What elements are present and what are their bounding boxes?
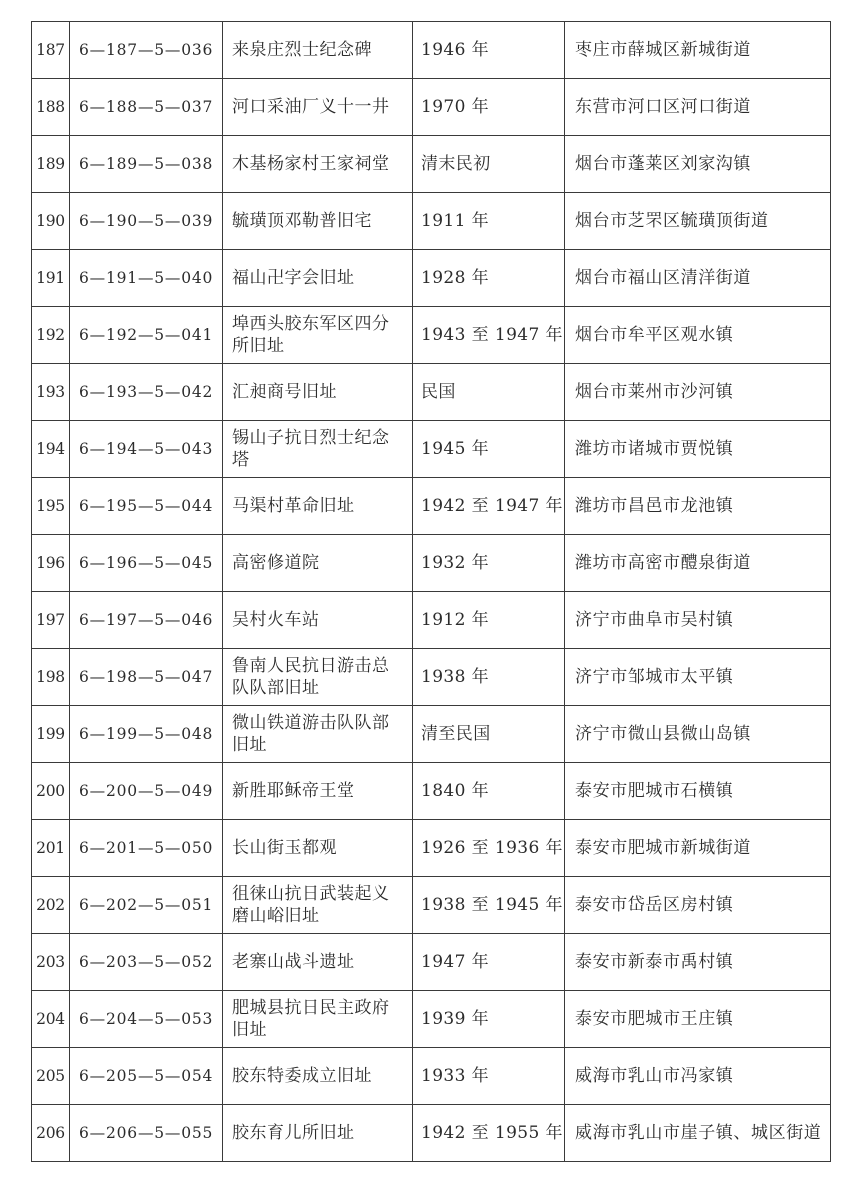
location-cell: 烟台市莱州市沙河镇: [565, 364, 831, 421]
era-cell: 1911 年: [413, 193, 565, 250]
location-cell: 潍坊市诸城市贾悦镇: [565, 421, 831, 478]
era-cell: 1970 年: [413, 79, 565, 136]
serial-number-cell: 193: [32, 364, 70, 421]
site-code-cell: 6—192—5—041: [70, 307, 223, 364]
site-code-cell: 6—201—5—050: [70, 820, 223, 877]
era-cell: 1946 年: [413, 22, 565, 79]
table-row: [32, 535, 831, 592]
location-cell: 泰安市新泰市禹村镇: [565, 934, 831, 991]
era-cell: 清末民初: [413, 136, 565, 193]
era-cell: 1938 年: [413, 649, 565, 706]
table-row: [32, 79, 831, 136]
document-page: [31, 21, 830, 1162]
era-cell: 民国: [413, 364, 565, 421]
location-cell: 枣庄市薛城区新城街道: [565, 22, 831, 79]
site-code-cell: 6—206—5—055: [70, 1105, 223, 1162]
serial-number-cell: 190: [32, 193, 70, 250]
serial-number-cell: 189: [32, 136, 70, 193]
location-cell: 潍坊市高密市醴泉街道: [565, 535, 831, 592]
site-name-cell: 锡山子抗日烈士纪念塔: [223, 421, 413, 478]
site-name-cell: 徂徕山抗日武装起义磨山峪旧址: [223, 877, 413, 934]
table-row: [32, 22, 831, 79]
serial-number-cell: 195: [32, 478, 70, 535]
site-code-cell: 6—198—5—047: [70, 649, 223, 706]
serial-number-cell: 192: [32, 307, 70, 364]
table-row: [32, 307, 831, 364]
serial-number-cell: 188: [32, 79, 70, 136]
era-cell: 1939 年: [413, 991, 565, 1048]
serial-number-cell: 197: [32, 592, 70, 649]
table-row: [32, 991, 831, 1048]
site-name-cell: 肥城县抗日民主政府旧址: [223, 991, 413, 1048]
table-body: [32, 22, 831, 1162]
site-name-cell: 长山街玉都观: [223, 820, 413, 877]
serial-number-cell: 206: [32, 1105, 70, 1162]
site-name-cell: 来泉庄烈士纪念碑: [223, 22, 413, 79]
site-name-cell: 鲁南人民抗日游击总队队部旧址: [223, 649, 413, 706]
era-cell: 1938 至 1945 年: [413, 877, 565, 934]
site-code-cell: 6—187—5—036: [70, 22, 223, 79]
site-name-cell: 埠西头胶东军区四分所旧址: [223, 307, 413, 364]
location-cell: 泰安市肥城市石横镇: [565, 763, 831, 820]
site-code-cell: 6—191—5—040: [70, 250, 223, 307]
table-row: [32, 1105, 831, 1162]
site-code-cell: 6—205—5—054: [70, 1048, 223, 1105]
site-code-cell: 6—203—5—052: [70, 934, 223, 991]
table-row: [32, 649, 831, 706]
serial-number-cell: 199: [32, 706, 70, 763]
site-name-cell: 汇昶商号旧址: [223, 364, 413, 421]
site-name-cell: 新胜耶稣帝王堂: [223, 763, 413, 820]
site-code-cell: 6—196—5—045: [70, 535, 223, 592]
site-name-cell: 胶东育儿所旧址: [223, 1105, 413, 1162]
site-code-cell: 6—189—5—038: [70, 136, 223, 193]
era-cell: 1942 至 1955 年: [413, 1105, 565, 1162]
location-cell: 威海市乳山市冯家镇: [565, 1048, 831, 1105]
heritage-sites-table: [31, 21, 831, 1162]
era-cell: 1928 年: [413, 250, 565, 307]
location-cell: 济宁市微山县微山岛镇: [565, 706, 831, 763]
era-cell: 1943 至 1947 年: [413, 307, 565, 364]
site-code-cell: 6—204—5—053: [70, 991, 223, 1048]
table-row: [32, 763, 831, 820]
era-cell: 1942 至 1947 年: [413, 478, 565, 535]
site-name-cell: 河口采油厂义十一井: [223, 79, 413, 136]
site-name-cell: 老寨山战斗遗址: [223, 934, 413, 991]
serial-number-cell: 196: [32, 535, 70, 592]
serial-number-cell: 198: [32, 649, 70, 706]
era-cell: 1840 年: [413, 763, 565, 820]
site-code-cell: 6—193—5—042: [70, 364, 223, 421]
site-code-cell: 6—194—5—043: [70, 421, 223, 478]
site-code-cell: 6—195—5—044: [70, 478, 223, 535]
era-cell: 1945 年: [413, 421, 565, 478]
era-cell: 1932 年: [413, 535, 565, 592]
location-cell: 泰安市肥城市新城街道: [565, 820, 831, 877]
site-name-cell: 马渠村革命旧址: [223, 478, 413, 535]
serial-number-cell: 187: [32, 22, 70, 79]
site-name-cell: 木基杨家村王家祠堂: [223, 136, 413, 193]
location-cell: 烟台市芝罘区毓璜顶街道: [565, 193, 831, 250]
site-code-cell: 6—188—5—037: [70, 79, 223, 136]
site-code-cell: 6—200—5—049: [70, 763, 223, 820]
serial-number-cell: 205: [32, 1048, 70, 1105]
site-name-cell: 高密修道院: [223, 535, 413, 592]
location-cell: 潍坊市昌邑市龙池镇: [565, 478, 831, 535]
table-row: [32, 478, 831, 535]
table-row: [32, 193, 831, 250]
serial-number-cell: 200: [32, 763, 70, 820]
serial-number-cell: 194: [32, 421, 70, 478]
location-cell: 烟台市福山区清洋街道: [565, 250, 831, 307]
site-name-cell: 胶东特委成立旧址: [223, 1048, 413, 1105]
table-row: [32, 820, 831, 877]
location-cell: 烟台市牟平区观水镇: [565, 307, 831, 364]
serial-number-cell: 204: [32, 991, 70, 1048]
table-row: [32, 706, 831, 763]
era-cell: 1947 年: [413, 934, 565, 991]
location-cell: 泰安市岱岳区房村镇: [565, 877, 831, 934]
site-name-cell: 福山卍字会旧址: [223, 250, 413, 307]
serial-number-cell: 201: [32, 820, 70, 877]
table-row: [32, 934, 831, 991]
site-code-cell: 6—190—5—039: [70, 193, 223, 250]
era-cell: 1912 年: [413, 592, 565, 649]
table-row: [32, 250, 831, 307]
location-cell: 泰安市肥城市王庄镇: [565, 991, 831, 1048]
location-cell: 东营市河口区河口街道: [565, 79, 831, 136]
table-row: [32, 421, 831, 478]
site-name-cell: 微山铁道游击队队部旧址: [223, 706, 413, 763]
era-cell: 1933 年: [413, 1048, 565, 1105]
location-cell: 济宁市邹城市太平镇: [565, 649, 831, 706]
serial-number-cell: 191: [32, 250, 70, 307]
era-cell: 1926 至 1936 年: [413, 820, 565, 877]
table-row: [32, 592, 831, 649]
site-code-cell: 6—202—5—051: [70, 877, 223, 934]
location-cell: 烟台市蓬莱区刘家沟镇: [565, 136, 831, 193]
serial-number-cell: 202: [32, 877, 70, 934]
site-code-cell: 6—199—5—048: [70, 706, 223, 763]
table-row: [32, 1048, 831, 1105]
site-name-cell: 毓璜顶邓勒普旧宅: [223, 193, 413, 250]
location-cell: 济宁市曲阜市吴村镇: [565, 592, 831, 649]
table-row: [32, 877, 831, 934]
location-cell: 威海市乳山市崖子镇、城区街道: [565, 1105, 831, 1162]
era-cell: 清至民国: [413, 706, 565, 763]
table-row: [32, 136, 831, 193]
table-row: [32, 364, 831, 421]
serial-number-cell: 203: [32, 934, 70, 991]
site-code-cell: 6—197—5—046: [70, 592, 223, 649]
site-name-cell: 吴村火车站: [223, 592, 413, 649]
